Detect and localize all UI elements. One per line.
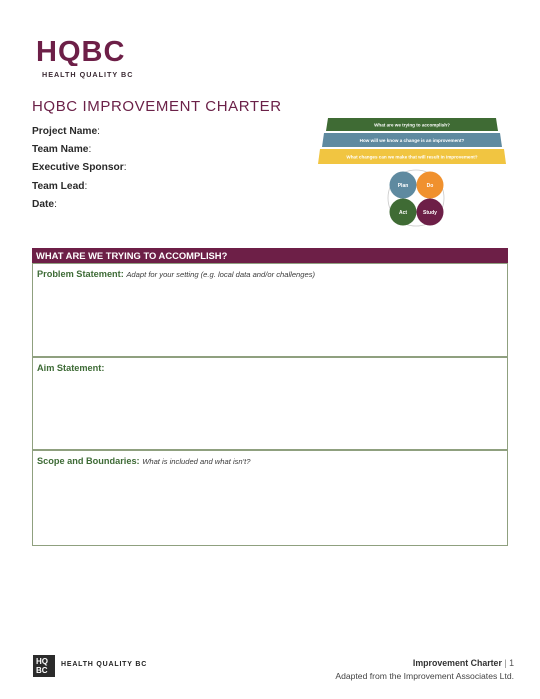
- footer-logo-bottom: BC: [36, 666, 48, 675]
- field-team-name: [32, 141, 127, 159]
- logo-tagline: HEALTH QUALITY BC: [42, 70, 134, 79]
- page-title: HQBC IMPROVEMENT CHARTER: [32, 98, 282, 115]
- question-text-1: What are we trying to accomplish?: [374, 122, 450, 128]
- field-colon: :: [97, 126, 100, 137]
- field-colon: :: [84, 180, 88, 192]
- page-number: 1: [509, 658, 514, 668]
- field-project-name: [32, 123, 127, 141]
- field-colon: :: [88, 144, 92, 156]
- footer-adapted: Adapted from the Improvement Associates Ltd.: [335, 671, 514, 681]
- box-heading: [33, 358, 507, 373]
- box-heading: [33, 451, 507, 466]
- problem-statement-hint: Adapt for your setting (e.g. local data and/or challenges): [126, 270, 316, 279]
- field-colon: :: [123, 162, 127, 174]
- pdsa-act-label: Act: [398, 210, 408, 216]
- footer-logo-top: HQ: [36, 657, 48, 666]
- problem-statement-box[interactable]: [32, 263, 508, 357]
- footer-logo: [33, 655, 55, 677]
- aim-statement-label: Aim Statement:: [37, 363, 105, 373]
- box-heading: [33, 264, 507, 279]
- project-fields: [32, 123, 127, 214]
- field-label: Executive Sponsor: [32, 162, 124, 174]
- pdsa-study-label: Study: [423, 210, 437, 216]
- section-heading: WHAT ARE WE TRYING TO ACCOMPLISH?: [32, 248, 508, 263]
- question-text-3: What changes can we make that will result in improvement?: [346, 154, 478, 160]
- scope-boundaries-box[interactable]: [32, 450, 508, 546]
- field-colon: :: [54, 198, 57, 210]
- model-for-improvement-diagram: [318, 118, 506, 230]
- field-label: Team Lead: [32, 180, 85, 192]
- field-executive-sponsor: [32, 159, 127, 177]
- question-text-2: How will we know a change is an improvement?: [359, 138, 465, 143]
- footer-doc-line: [335, 658, 514, 668]
- aim-statement-box[interactable]: [32, 357, 508, 450]
- hqbc-logo: [36, 36, 136, 79]
- field-label: Project Name: [32, 126, 98, 137]
- footer-doc-title: Improvement Charter: [412, 658, 502, 668]
- footer-separator: |: [504, 658, 507, 668]
- pdsa-plan-label: Plan: [397, 183, 409, 189]
- logo-text: HQBC: [36, 36, 126, 66]
- problem-statement-label: Problem Statement:: [37, 269, 124, 279]
- footer-right: [335, 658, 514, 681]
- scope-boundaries-label: Scope and Boundaries:: [37, 456, 140, 466]
- field-team-lead: [32, 178, 127, 196]
- pdsa-do-label: Do: [426, 183, 434, 189]
- field-date: [32, 196, 127, 214]
- field-label: Date: [32, 198, 55, 210]
- scope-boundaries-hint: What is included and what isn't?: [142, 457, 251, 466]
- footer-org: HEALTH QUALITY BC: [61, 661, 148, 668]
- field-label: Team Name: [32, 144, 89, 156]
- hqbc-wordmark: [36, 36, 128, 66]
